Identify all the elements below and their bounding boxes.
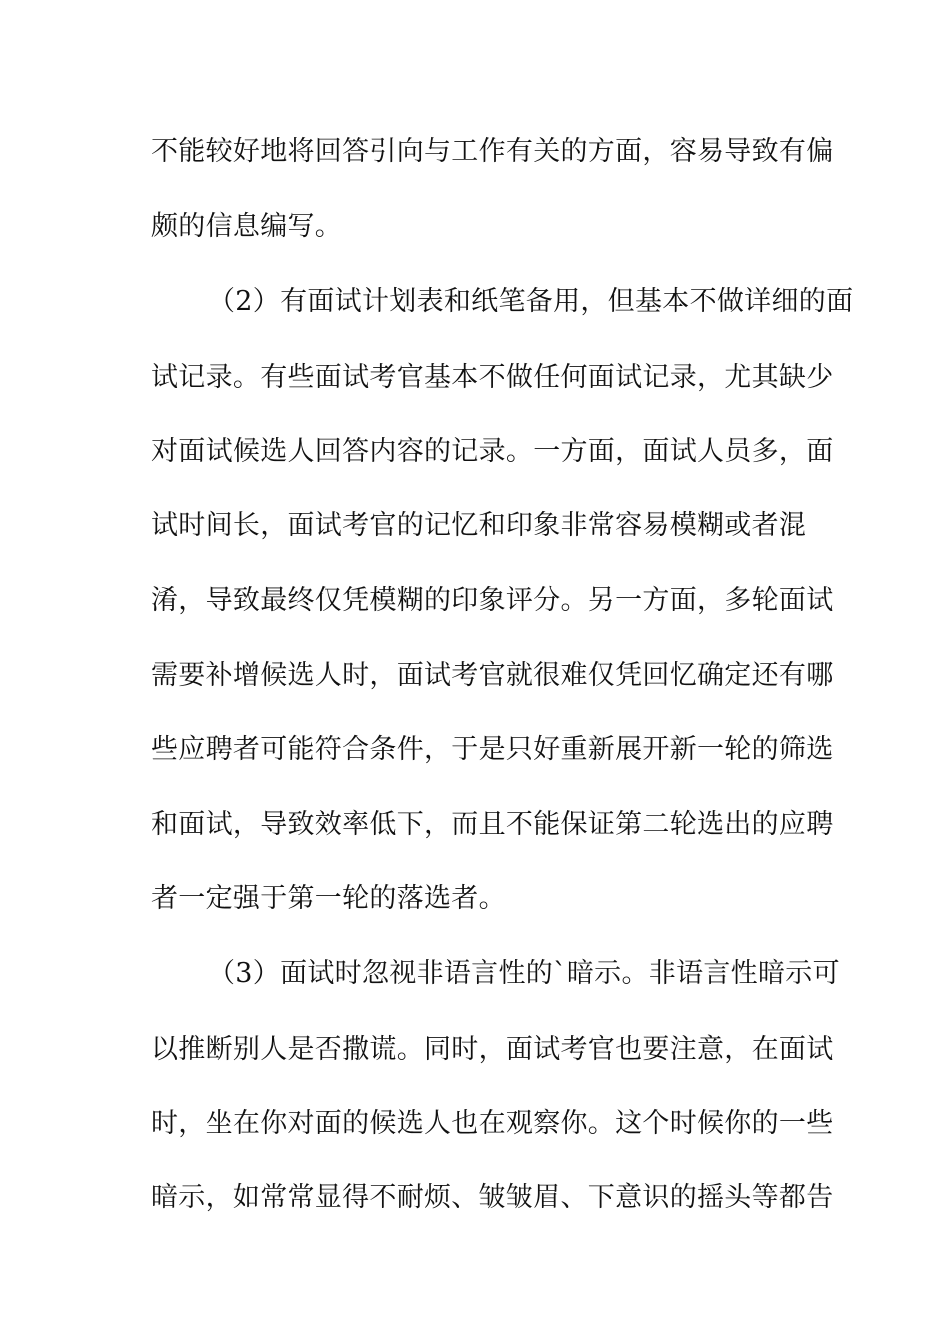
text-line: 颇的信息编写。 xyxy=(151,211,343,242)
text-line: 和面试，导致效率低下，而且不能保证第二轮选出的应聘 xyxy=(151,809,834,840)
text-line: 以推断别人是否撒谎。同时，面试考官也要注意，在面试 xyxy=(151,1034,834,1065)
text-line: 不能较好地将回答引向与工作有关的方面，容易导致有偏 xyxy=(151,136,834,167)
paragraph-start-line: （2）有面试计划表和纸笔备用，但基本不做详细的面 xyxy=(208,286,854,317)
text-line: 试时间长，面试考官的记忆和印象非常容易模糊或者混 xyxy=(151,510,807,541)
text-line: 试记录。有些面试考官基本不做任何面试记录，尤其缺少 xyxy=(151,362,834,393)
text-line: 者一定强于第一轮的落选者。 xyxy=(151,883,506,914)
paragraph-start-line: （3）面试时忽视非语言性的`暗示。非语言性暗示可 xyxy=(208,958,840,989)
text-line: 些应聘者可能符合条件，于是只好重新展开新一轮的筛选 xyxy=(151,734,834,765)
text-line: 需要补增候选人时，面试考官就很难仅凭回忆确定还有哪 xyxy=(151,660,834,691)
text-line: 暗示，如常常显得不耐烦、皱皱眉、下意识的摇头等都告 xyxy=(151,1182,834,1213)
text-line: 时，坐在你对面的候选人也在观察你。这个时候你的一些 xyxy=(151,1108,834,1139)
text-line: 淆，导致最终仅凭模糊的印象评分。另一方面，多轮面试 xyxy=(151,585,834,616)
text-line: 对面试候选人回答内容的记录。一方面，面试人员多，面 xyxy=(151,436,834,467)
